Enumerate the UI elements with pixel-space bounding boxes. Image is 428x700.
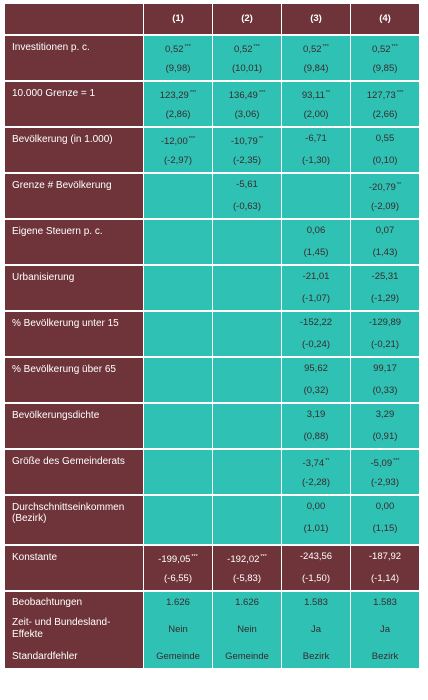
coefficient — [351, 128, 419, 150]
summary-value: 1.583 — [351, 592, 419, 614]
coefficient-value: 136,49 — [228, 90, 258, 101]
coefficient — [213, 174, 281, 196]
coefficient-value: -3,74 — [302, 458, 325, 469]
row-label: Größe des Gemeinderats — [5, 450, 143, 494]
value-cell — [282, 266, 350, 310]
coefficient-value: -10,79 — [230, 136, 258, 147]
coefficient-value: 93,11 — [301, 90, 325, 101]
t-statistic: (-0,21) — [371, 339, 399, 350]
summary-row — [5, 592, 422, 614]
t-statistic: (-2,35) — [233, 155, 261, 166]
value-cell — [144, 220, 212, 264]
coefficient — [351, 82, 419, 104]
coefficient-value: -12,00 — [160, 136, 188, 147]
t-statistic: (2,86) — [165, 109, 191, 120]
value-cell — [282, 128, 350, 172]
value-cell — [351, 36, 419, 80]
summary-label: Zeit- und Bundesland-Effekte — [5, 614, 143, 646]
value-cell — [213, 450, 281, 494]
table-row — [5, 266, 422, 310]
value-cell — [351, 358, 419, 402]
t-statistic: (-1,14) — [371, 573, 399, 584]
coefficient — [282, 82, 350, 104]
value-cell — [213, 266, 281, 310]
coefficient-value: 99,17 — [373, 363, 397, 374]
significance-stars: *** — [391, 44, 398, 50]
row-label: Durchschnittseinkommen (Bezirk) — [5, 496, 143, 544]
summary-label: Beobachtungen — [5, 592, 143, 614]
t-statistic: (2,66) — [372, 109, 398, 120]
t-statistic: (0,88) — [303, 431, 329, 442]
significance-stars: *** — [191, 554, 198, 560]
value-cell — [144, 450, 212, 494]
value-cell — [213, 546, 281, 590]
coefficient — [282, 128, 350, 150]
significance-stars: *** — [188, 136, 196, 142]
summary-value: 1.626 — [213, 592, 281, 614]
t-statistic: (1,15) — [372, 523, 398, 534]
row-label: Investitionen p. c. — [5, 36, 143, 80]
value-cell — [351, 450, 419, 494]
table-row — [5, 312, 422, 356]
coefficient — [351, 312, 419, 334]
coefficient-value: -192,02 — [227, 554, 260, 565]
coefficient-value: 0,07 — [375, 225, 395, 236]
value-cell — [144, 546, 212, 590]
coefficient — [144, 82, 212, 104]
coefficient-value: 0,55 — [375, 133, 395, 144]
coefficient — [282, 404, 350, 426]
coefficient-value: -21,01 — [302, 271, 330, 282]
coefficient-value: -129,89 — [368, 317, 402, 328]
t-statistic: (-0,63) — [233, 201, 261, 212]
t-statistic: (-1,30) — [302, 155, 330, 166]
coefficient — [351, 496, 419, 518]
summary-value: Gemeinde — [144, 646, 212, 668]
value-cell — [282, 312, 350, 356]
coefficient — [351, 404, 419, 426]
value-cell — [351, 496, 419, 544]
coefficient — [282, 546, 350, 568]
value-cell — [351, 128, 419, 172]
column-header-1: (1) — [144, 4, 212, 34]
coefficient — [213, 36, 281, 58]
t-statistic: (0,10) — [372, 155, 398, 166]
value-cell — [351, 404, 419, 448]
value-cell — [282, 82, 350, 126]
significance-stars: *** — [260, 554, 267, 560]
coefficient — [282, 496, 350, 518]
row-label: Bevölkerung (in 1.000) — [5, 128, 143, 172]
value-cell — [213, 36, 281, 80]
value-cell — [144, 312, 212, 356]
t-statistic: (-2,09) — [371, 201, 399, 212]
regression-table — [5, 4, 422, 668]
coefficient-value: -20,79 — [368, 182, 396, 193]
table-row — [5, 82, 422, 126]
t-statistic: (1,43) — [372, 247, 398, 258]
coefficient-value: 0,52 — [303, 44, 322, 55]
coefficient-value: -25,31 — [371, 271, 399, 282]
significance-stars: ** — [396, 182, 402, 188]
coefficient — [213, 546, 281, 568]
value-cell — [282, 358, 350, 402]
coefficient — [144, 36, 212, 58]
t-statistic: (-2,28) — [302, 477, 330, 488]
coefficient-value: 123,29 — [159, 90, 189, 101]
table-row — [5, 496, 422, 544]
value-cell — [213, 174, 281, 218]
coefficient-value: 0,52 — [165, 44, 184, 55]
coefficient — [351, 546, 419, 568]
coefficient-value: 0,52 — [372, 44, 391, 55]
table-row — [5, 404, 422, 448]
coefficient — [282, 36, 350, 58]
value-cell — [213, 496, 281, 544]
value-cell — [213, 82, 281, 126]
summary-value: 1.626 — [144, 592, 212, 614]
t-statistic: (-1,29) — [371, 293, 399, 304]
summary-row — [5, 614, 422, 646]
t-statistic: (-0,24) — [302, 339, 330, 350]
coefficient — [282, 266, 350, 288]
coefficient — [213, 128, 281, 150]
value-cell — [213, 358, 281, 402]
coefficient — [282, 358, 350, 380]
table-row — [5, 450, 422, 494]
value-cell — [213, 312, 281, 356]
summary-value: Ja — [351, 614, 419, 646]
t-statistic: (1,45) — [303, 247, 329, 258]
t-statistic: (9,84) — [303, 63, 329, 74]
significance-stars: *** — [189, 90, 197, 96]
row-label: Eigene Steuern p. c. — [5, 220, 143, 264]
significance-stars: *** — [253, 44, 260, 50]
t-statistic: (9,85) — [372, 63, 398, 74]
coefficient-value: 0,06 — [306, 225, 326, 236]
coefficient — [282, 450, 350, 472]
table-body — [5, 36, 422, 668]
column-header-3: (3) — [282, 4, 350, 34]
significance-stars: ** — [325, 90, 331, 96]
value-cell — [282, 404, 350, 448]
coefficient-value: 0,52 — [234, 44, 253, 55]
table-row — [5, 358, 422, 402]
value-cell — [351, 220, 419, 264]
value-cell — [282, 36, 350, 80]
t-statistic: (-1,07) — [302, 293, 330, 304]
coefficient — [282, 220, 350, 242]
significance-stars: *** — [258, 90, 266, 96]
t-statistic: (3,06) — [234, 109, 260, 120]
coefficient — [351, 266, 419, 288]
coefficient-value: -199,05 — [158, 554, 191, 565]
value-cell — [282, 220, 350, 264]
value-cell — [282, 496, 350, 544]
coefficient-value: -152,22 — [299, 317, 333, 328]
header-empty-cell — [5, 4, 143, 34]
coefficient — [351, 220, 419, 242]
t-statistic: (-1,50) — [302, 573, 330, 584]
t-statistic: (2,00) — [303, 109, 329, 120]
value-cell — [213, 404, 281, 448]
row-label: Konstante — [5, 546, 143, 590]
summary-value: Gemeinde — [213, 646, 281, 668]
summary-value: Nein — [213, 614, 281, 646]
row-label: Urbanisierung — [5, 266, 143, 310]
value-cell — [282, 546, 350, 590]
significance-stars: ** — [325, 458, 330, 464]
t-statistic: (1,01) — [303, 523, 329, 534]
t-statistic: (0,32) — [303, 385, 329, 396]
t-statistic: (-6,55) — [164, 573, 192, 584]
coefficient-value: 95,62 — [304, 363, 328, 374]
value-cell — [351, 174, 419, 218]
summary-row — [5, 646, 422, 668]
significance-stars: ** — [258, 136, 264, 142]
value-cell — [213, 128, 281, 172]
t-statistic: (-5,83) — [233, 573, 261, 584]
summary-value: Bezirk — [351, 646, 419, 668]
coefficient-value: 127,73 — [366, 90, 396, 101]
value-cell — [213, 220, 281, 264]
coefficient-value: 3,29 — [375, 409, 395, 420]
value-cell — [144, 358, 212, 402]
summary-value: Ja — [282, 614, 350, 646]
coefficient-value: 3,19 — [306, 409, 326, 420]
coefficient — [351, 450, 419, 472]
value-cell — [144, 82, 212, 126]
coefficient — [351, 174, 419, 196]
value-cell — [282, 450, 350, 494]
row-label: % Bevölkerung unter 15 — [5, 312, 143, 356]
column-header-4: (4) — [351, 4, 419, 34]
value-cell — [351, 546, 419, 590]
summary-value: Nein — [144, 614, 212, 646]
summary-label: Standardfehler — [5, 646, 143, 668]
coefficient — [144, 128, 212, 150]
significance-stars: *** — [393, 458, 400, 464]
row-label: Bevölkerungsdichte — [5, 404, 143, 448]
value-cell — [144, 404, 212, 448]
value-cell — [351, 312, 419, 356]
summary-value: Bezirk — [282, 646, 350, 668]
summary-value: 1.583 — [282, 592, 350, 614]
t-statistic: (10,01) — [231, 63, 263, 74]
coefficient — [213, 82, 281, 104]
coefficient-value: -187,92 — [368, 551, 402, 562]
value-cell — [351, 82, 419, 126]
t-statistic: (-2,93) — [371, 477, 399, 488]
row-label: 10.000 Grenze = 1 — [5, 82, 143, 126]
t-statistic: (-2,97) — [164, 155, 192, 166]
coefficient — [144, 546, 212, 568]
value-cell — [144, 266, 212, 310]
value-cell — [144, 128, 212, 172]
coefficient — [351, 36, 419, 58]
table-header-row — [5, 4, 422, 34]
row-label: % Bevölkerung über 65 — [5, 358, 143, 402]
coefficient-value: -5,61 — [236, 179, 258, 190]
significance-stars: *** — [322, 44, 329, 50]
coefficient-value: -5,09 — [370, 458, 393, 469]
value-cell — [144, 36, 212, 80]
table-row — [5, 546, 422, 590]
value-cell — [144, 174, 212, 218]
t-statistic: (9,98) — [165, 63, 191, 74]
coefficient-value: -6,71 — [305, 133, 327, 144]
table-row — [5, 220, 422, 264]
significance-stars: *** — [396, 90, 404, 96]
row-label: Grenze # Bevölkerung — [5, 174, 143, 218]
significance-stars: *** — [184, 44, 191, 50]
value-cell — [144, 496, 212, 544]
value-cell — [351, 266, 419, 310]
coefficient-value: -243,56 — [299, 551, 333, 562]
t-statistic: (0,33) — [372, 385, 398, 396]
table-row — [5, 174, 422, 218]
table-row — [5, 128, 422, 172]
t-statistic: (0,91) — [372, 431, 398, 442]
coefficient-value: 0,00 — [306, 501, 326, 512]
coefficient — [282, 312, 350, 334]
coefficient — [351, 358, 419, 380]
coefficient-value: 0,00 — [375, 501, 395, 512]
value-cell — [282, 174, 350, 218]
column-header-2: (2) — [213, 4, 281, 34]
table-row — [5, 36, 422, 80]
